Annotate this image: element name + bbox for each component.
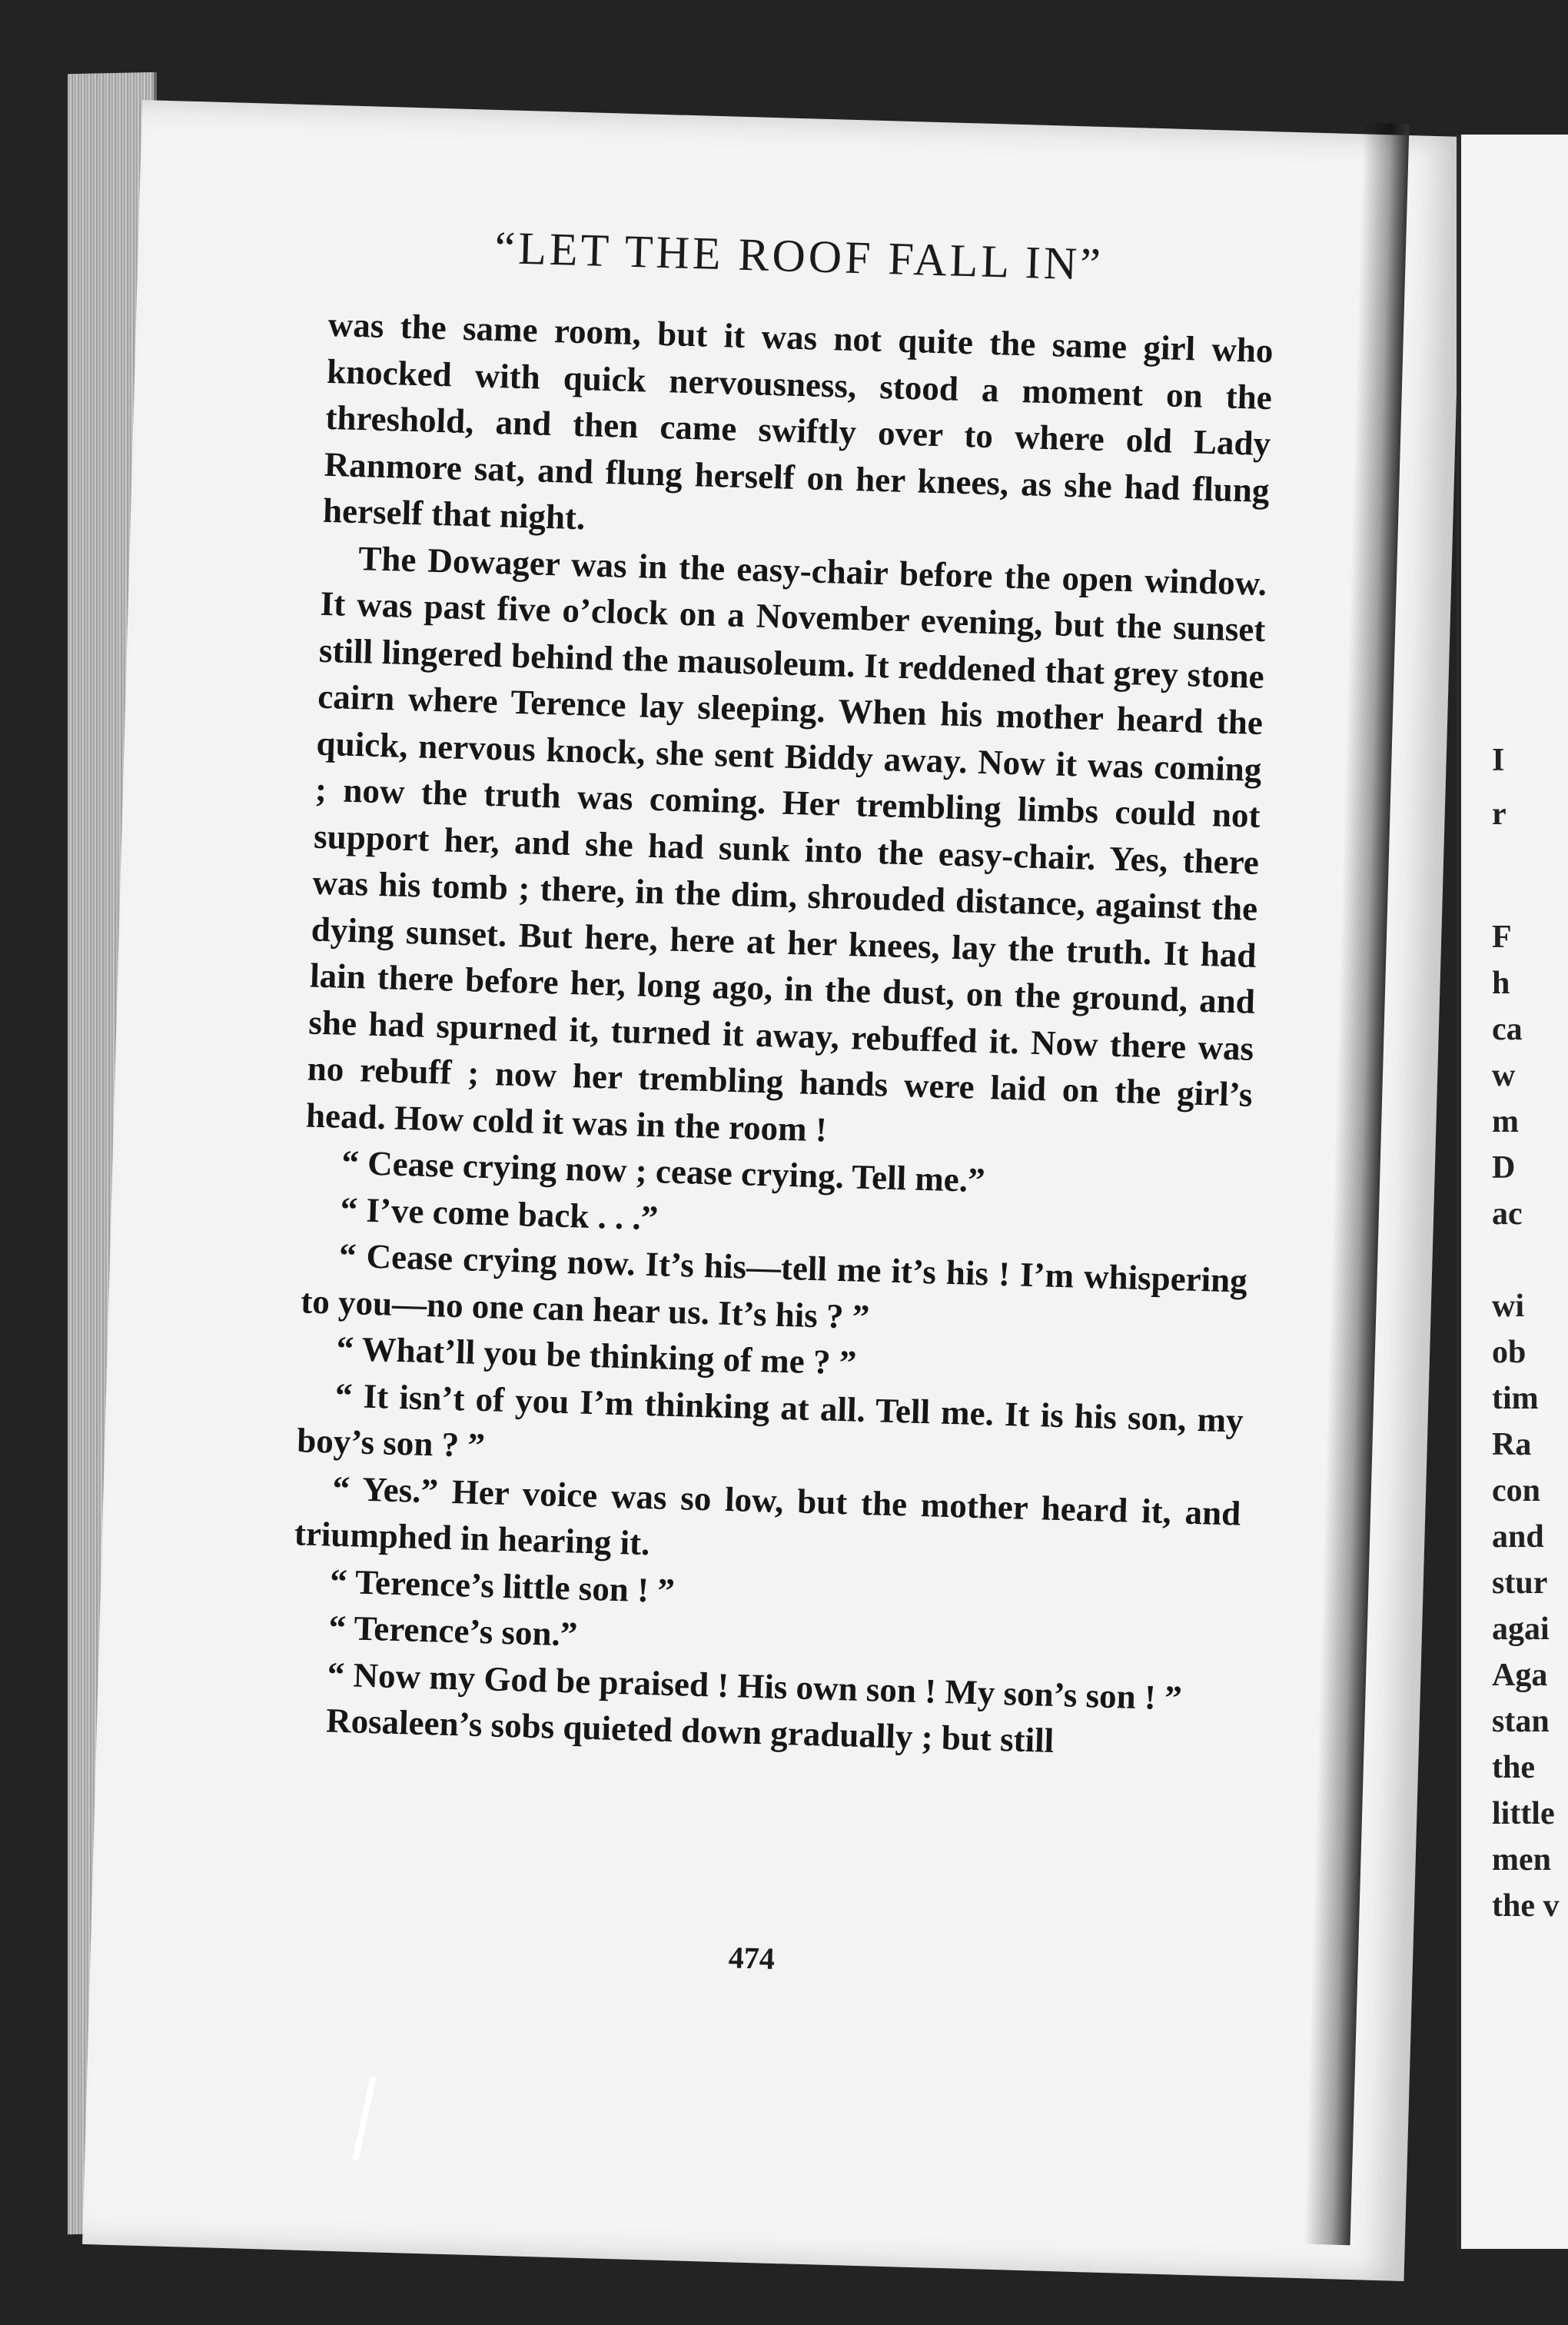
paragraph: “ Terence’s son.” [327,1608,578,1654]
facing-fragment: ac [1492,1196,1523,1232]
facing-fragment: h [1492,966,1510,1001]
paragraph: “ Cease crying now ; cease crying. Tell me.” [341,1143,986,1200]
paragraph: “ It isn’t of you I’m thinking at all. Tell me. It is his son, my boy’s son ? ” [296,1375,1244,1465]
facing-fragment: ca [1492,1012,1523,1047]
paragraph: “ What’ll you be thinking of me ? ” [336,1329,857,1382]
facing-fragment: stan [1492,1704,1550,1739]
paragraph: “ I’ve come back . . .” [340,1189,659,1237]
paragraph: was the same room, but it was not quite the same girl who knocked with quick nervousness, stood a moment on the threshold, and then came swiftly over to where old Lady Ranmore sat, and flung herself on her knees, as she had flung herself that night. [322,304,1274,537]
facing-fragment: wi [1492,1289,1524,1324]
facing-fragment: con [1492,1473,1540,1508]
facing-fragment: I [1492,743,1505,778]
facing-fragment: Ra [1492,1427,1532,1462]
page-number: 474 [728,1940,776,1976]
facing-fragment: and [1492,1519,1544,1555]
paragraph: “ Now my God be praised ! His own son ! My son’s son ! ” [327,1655,1183,1718]
paragraph: Rosaleen’s sobs quieted down gradually ; but still [325,1701,1055,1760]
facing-fragment: w [1492,1058,1516,1093]
facing-fragment: D [1492,1150,1516,1186]
facing-fragment: Aga [1492,1658,1548,1693]
page-content [82,100,1463,2281]
book-page [82,100,1463,2281]
facing-fragment: men [1492,1842,1551,1878]
facing-fragment: stur [1492,1565,1548,1601]
paragraph: “ Cease crying now. It’s his—tell me it’s his ! I’m whispering to you—no one can hear us. It’s his ? ” [300,1236,1248,1336]
running-head: “LET THE ROOF FALL IN” [493,221,1105,290]
facing-fragment: F [1492,920,1512,955]
facing-page [1457,135,1568,2249]
paragraph: The Dowager was in the easy-chair before the open window. It was past five o’clock on a November evening, but the sunset still lingered behind the mausoleum. It reddened that grey stone cairn where Terence lay sleeping. When his mother heard the quick, nervous knock, she sent Biddy away. Now it was coming ; now the truth was coming. Her trembling limbs could not support her, and she had sunk into the easy-chair. Yes, there was his tomb ; there, in the dim, shrouded distance, against the dying sunset. But here, here at her knees, lay the truth. It had lain there before her, long ago, in the dust, on the ground, and she had spurned it, turned it away, rebuffed it. Now there was no rebuff ; now her trembling hands were laid on the girl’s head. How cold it was in the room ! [305,538,1267,1149]
facing-fragment: r [1492,797,1507,832]
facing-fragment: the [1492,1750,1535,1785]
facing-fragment: the v [1492,1888,1560,1924]
facing-fragment: tim [1492,1381,1539,1416]
paragraph: “ Terence’s little son ! ” [329,1562,676,1610]
facing-fragment: little [1492,1796,1555,1831]
body-text [288,301,1274,1769]
facing-fragment: agai [1492,1612,1550,1647]
paragraph: “ Yes.” Her voice was so low, but the mother heard it, and triumphed in hearing it. [294,1469,1241,1563]
facing-fragment: ob [1492,1335,1526,1370]
facing-fragment: m [1492,1104,1519,1139]
